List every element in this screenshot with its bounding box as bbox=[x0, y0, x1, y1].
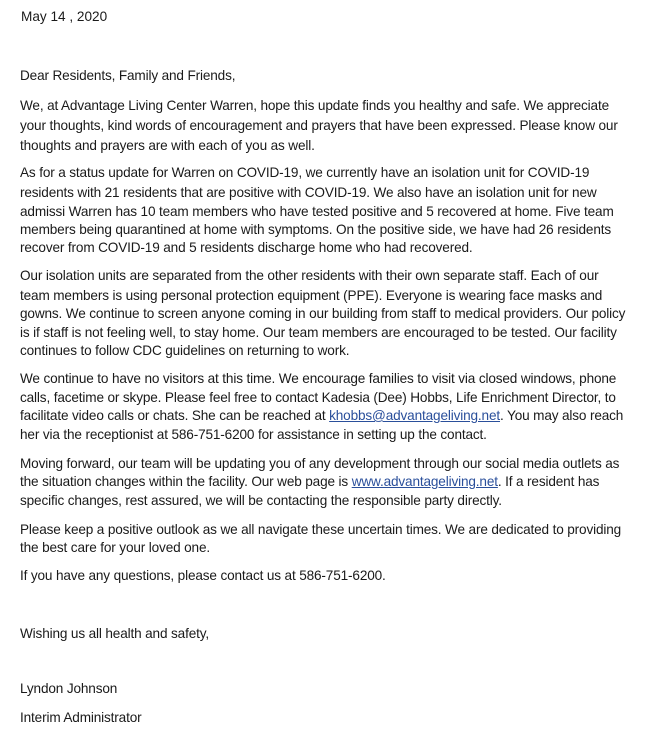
p4-line-1: We continue to have no visitors at this time. We encourage families to visit via closed windows, phone bbox=[20, 371, 617, 386]
p5-line-2-end: . If a resident has bbox=[497, 474, 600, 489]
p3-line-2: team members is using personal protection equipment (PPE). Everyone is wearing face masks and bbox=[20, 288, 603, 303]
p2-line-4: members being quarantined at home with symptoms. On the positive side, we have had 26 residents bbox=[20, 222, 611, 237]
p3-line-1: Our isolation units are separated from the other residents with their own separate staff. Each of our bbox=[20, 268, 599, 283]
p1-line-3: thoughts and prayers are with each of you as well. bbox=[20, 138, 315, 153]
p4-line-3-start: facilitate video calls or chats. She can be reached at bbox=[20, 408, 330, 423]
website-link[interactable]: www.advantageliving.net bbox=[351, 474, 498, 489]
p4-line-4: her via the receptionist at 586-751-6200 for assistance in setting up the contact. bbox=[20, 427, 487, 442]
p5-line-1: Moving forward, our team will be updating you of any development through our social media outlets as bbox=[20, 456, 620, 471]
p3-line-4: is if staff is not feeling well, to stay home. Our team members are encouraged to be tested. Our facility bbox=[20, 325, 617, 340]
p5-line-3: specific changes, rest assured, we will be contacting the responsible party directly. bbox=[20, 493, 502, 508]
questions-line: If you have any questions, please contact us at 586-751-6200. bbox=[20, 568, 386, 583]
p1-line-1: We, at Advantage Living Center Warren, hope this update finds you healthy and safe. We appreciate bbox=[20, 98, 609, 113]
signer-name: Lyndon Johnson bbox=[20, 681, 118, 696]
p5-line-2 bbox=[20, 474, 599, 489]
p2-line-2: residents with 21 residents that are positive with COVID-19. We also have an isolation unit for new bbox=[20, 185, 597, 200]
p2-line-5: recover from COVID-19 and 5 residents discharge home who had recovered. bbox=[20, 240, 473, 255]
p4-line-2: calls, facetime or skype. Please feel free to contact Kadesia (Dee) Hobbs, Life Enrichment Director, to bbox=[20, 390, 616, 405]
p4-line-3-end: . You may also reach bbox=[500, 408, 624, 423]
p1-line-2: your thoughts, kind words of encouragement and prayers that have been expressed. Please know our bbox=[20, 118, 618, 133]
salutation: Dear Residents, Family and Friends, bbox=[20, 68, 236, 83]
p5-line-2-start: the situation changes within the facility. Our web page is bbox=[20, 474, 352, 489]
signer-title: Interim Administrator bbox=[20, 710, 142, 725]
letter-date: May 14 , 2020 bbox=[21, 9, 108, 24]
p6-line-2: the best care for your loved one. bbox=[20, 540, 211, 555]
p2-line-3: admissi Warren has 10 team members who have tested positive and 5 recovered at home. Five team bbox=[20, 204, 614, 219]
p3-line-3: gowns. We continue to screen anyone coming in our building from staff to medical providers. Our policy bbox=[20, 306, 626, 321]
p2-line-1: As for a status update for Warren on COVID-19, we currently have an isolation unit for COVID-19 bbox=[20, 165, 590, 180]
closing: Wishing us all health and safety, bbox=[20, 626, 209, 641]
p4-line-3 bbox=[20, 408, 623, 423]
p6-line-1: Please keep a positive outlook as we all navigate these uncertain times. We are dedicated to providing bbox=[20, 522, 622, 537]
p3-line-5: continues to follow CDC guidelines on returning to work. bbox=[20, 343, 350, 358]
email-link[interactable]: khobbs@advantageliving.net bbox=[329, 408, 501, 423]
